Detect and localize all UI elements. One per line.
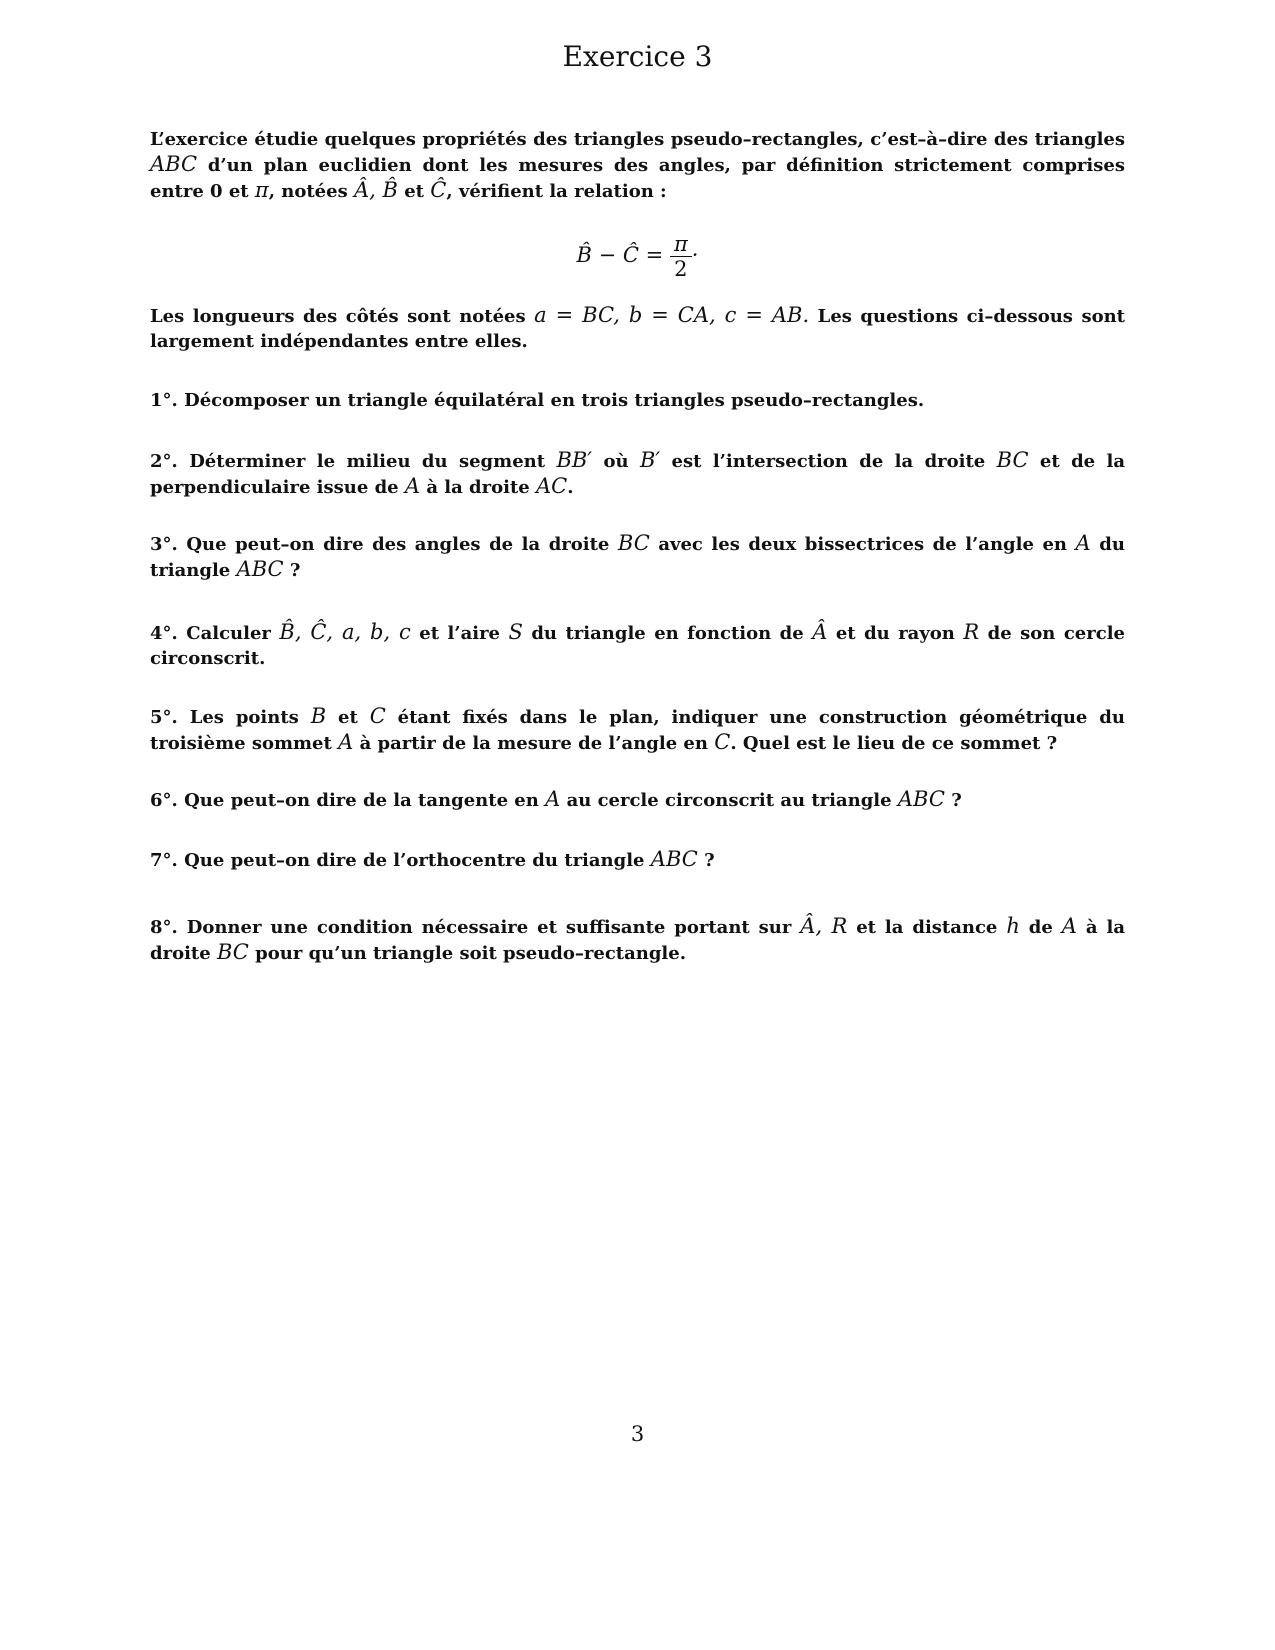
question-5: 5°. Les points B et C étant fixés dans le plan, indiquer une construction géométrique du troisième sommet A à partir de la mesure de l’angle en C. Quel est le lieu de ce sommet ? bbox=[150, 704, 1125, 754]
sides-paragraph: Les longueurs des côtés sont notées a = BC, b = CA, c = AB. Les questions ci–dessous sont largement indépendantes entre elles. bbox=[150, 303, 1125, 352]
question-8: 8°. Donner une condition nécessaire et suffisante portant sur Â, R et la distance h de A à la droite BC pour qu’un triangle soit pseudo–rectangle. bbox=[150, 914, 1125, 964]
question-2: 2°. Déterminer le milieu du segment BB′ où B′ est l’intersection de la droite BC et de la perpendiculaire issue de A à la droite AC. bbox=[150, 448, 1125, 498]
question-3: 3°. Que peut–on dire des angles de la droite BC avec les deux bissectrices de l’angle en A du triangle ABC ? bbox=[150, 531, 1125, 581]
relation-equation: B̂ − Ĉ = $\frac{\pi}{2}$ · bbox=[576, 232, 699, 281]
question-7: 7°. Que peut–on dire de l’orthocentre du triangle ABC ? bbox=[150, 847, 715, 871]
fraction: $\frac{\pi}{2}$ bbox=[670, 232, 692, 281]
question-1: 1°. Décomposer un triangle équilatéral en trois triangles pseudo–rectangles. bbox=[150, 390, 925, 411]
question-4: 4°. Calculer B̂, Ĉ, a, b, c et l’aire S du triangle en fonction de Â et du rayon R de son cercle circonscrit. bbox=[150, 620, 1125, 669]
exercise-title: Exercice 3 bbox=[562, 40, 713, 73]
intro-paragraph: L’exercice étudie quelques propriétés des triangles pseudo–rectangles, c’est–à–dire des triangles ABC d’un plan euclidien dont les mesures des angles, par définition strictement comprises entre 0 et π, notées Â, B̂ et Ĉ, vérifient la relation : bbox=[150, 129, 1125, 202]
question-6: 6°. Que peut–on dire de la tangente en A au cercle circonscrit au triangle ABC ? bbox=[150, 787, 962, 811]
page-number: 3 bbox=[630, 1422, 645, 1446]
